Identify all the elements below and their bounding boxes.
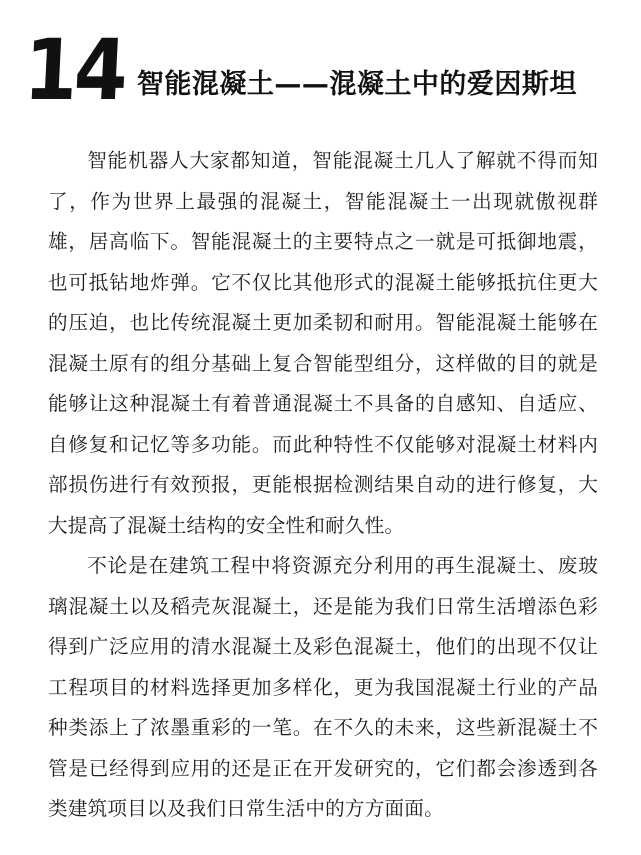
chapter-number: 14	[21, 21, 127, 119]
article-body	[48, 141, 598, 830]
paragraph-1: 智能机器人大家都知道，智能混凝土几人了解就不得而知了，作为世界上最强的混凝土，智能混凝土一出现就傲视群雄，居高临下。智能混凝土的主要特点之一就是可抵御地震，也可抵钻地炸弹。它不仅比其他形式的混凝土能够抵抗住更大的压迫，也比传统混凝土更加柔韧和耐用。智能混凝土能够在混凝土原有的组分基础上复合智能型组分，这样做的目的就是能够让这种混凝土有着普通混凝土不具备的自感知、自适应、自修复和记忆等多功能。而此种特性不仅能够对混凝土材料内部损伤进行有效预报，更能根据检测结果自动的进行修复，大大提高了混凝土结构的安全性和耐久性。	[48, 149, 598, 537]
paragraph-2: 不论是在建筑工程中将资源充分利用的再生混凝土、废玻璃混凝土以及稻壳灰混凝土，还是能为我们日常生活增添色彩得到广泛应用的清水混凝土及彩色混凝土，他们的出现不仅让工程项目的材料选择更加多样化，更为我国混凝土行业的产品种类添上了浓墨重彩的一笔。在不久的未来，这些新混凝土不管是已经得到应用的还是正在开发研究的，它们都会渗透到各类建筑项目以及我们日常生活中的方方面面。	[48, 554, 598, 820]
chapter-title: 智能混凝土——混凝土中的爱因斯坦	[136, 69, 577, 100]
chapter-header	[21, 18, 577, 119]
